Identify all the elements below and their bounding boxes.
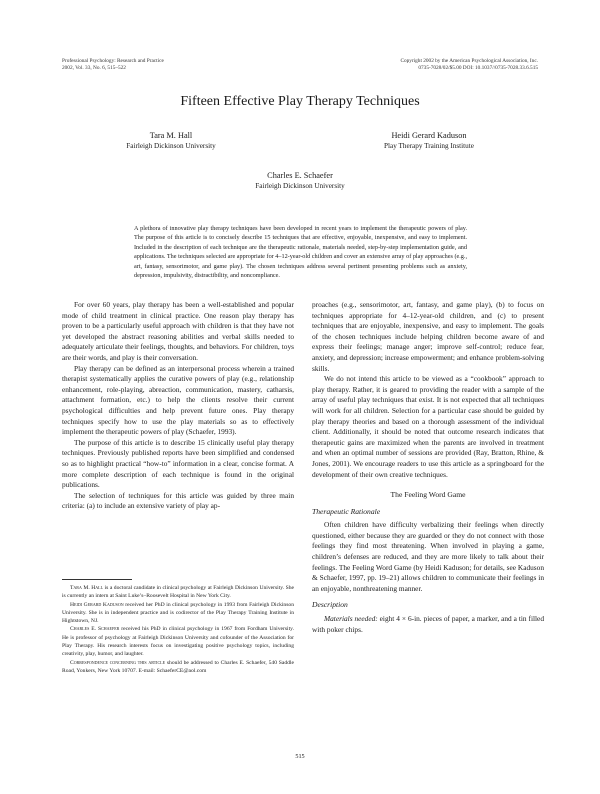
copyright-line: Copyright 2002 by the American Psychological Association, Inc. [400,58,538,64]
footnote-text: is a doctoral candidate in clinical psychology at Fairleigh Dickinson University. She is currently an intern at Saint Luke’s–Roosevelt Hospital in New York City. [62,585,295,600]
author-affiliation: Fairleigh Dickinson University [126,142,216,150]
right-column [312,300,544,635]
author-affiliation: Fairleigh Dickinson University [255,182,345,190]
abstract: A plethora of innovative play therapy techniques have been developed in recent years to implement the therapeutic powers of play. The purpose of this article is to concisely describe 15 techniques that are effective, enjoyable, inexpensive, and easy to implement. Included in the description of each technique are the therapeutic rationale, materials needed, step-by-step implementation guide, and applications. The techniques selected are appropriate for 4–12-year-old children and cover an extensive array of play approaches (e.g., art, fantasy, sensorimotor, and game play). The chosen techniques address several pertinent presenting problems such as anxiety, depression, impulsivity, distractibility, and noncompliance. [134,225,467,280]
materials-text: eight 4 × 6-in. pieces of paper, a marker, and a tin filled with poker chips. [312,614,544,634]
author-block-3 [215,171,385,191]
body-paragraph: Play therapy can be defined as an interpersonal process wherein a trained therapist systematically applies the curative powers of play (e.g., relationship enhancement, role-playing, abreaction, communication, mastery, catharsis, attachment formation, etc.) to help the clients resolve their current psychological difficulties and help prevent future ones. Play therapy techniques specify how to use the play materials so as to effectively implement the therapeutic powers of play (Schaefer, 1993). [62,363,294,437]
article-title: Fifteen Effective Play Therapy Techniques [180,94,420,109]
author-affiliation: Play Therapy Training Institute [384,142,474,150]
subsection-heading: Therapeutic Rationale [312,506,381,516]
footnote [62,625,294,658]
footnote-name: Charles E. Schaefer [70,626,120,633]
materials-label: Materials needed: [324,614,378,624]
author-block-2 [344,131,514,151]
author-name: Heidi Gerard Kaduson [391,131,467,140]
author-name: Charles E. Schaefer [267,171,333,180]
footnote-text: received her PhD in clinical psychology in 1993 from Fairleigh Dickinson University. She is in independent practice and is codirector of the Play Therapy Training Institute in Hightstown, NJ. [62,601,294,625]
footnote [62,659,294,676]
body-paragraph: We do not intend this article to be viewed as a “cookbook” approach to play therapy. Rather, it is geared to providing the reader with a sample of the array of useful play techniques that exist. It is not expected that all techniques will work for all children. Selection for a particular case should be guided by play therapy theories and based on a thorough assessment of the individual client. Additionally, it should be noted that outcome research indicates that therapeutic gains are maximized when the parents are involved in treatment and when an optimal number of sessions are provided (Ray, Bratton, Rhine, & Jones, 2001). We encourage readers to use this article as a springboard for the development of their own creative techniques. [312,374,544,479]
footnote [62,584,294,601]
footnote-name: Heidi Gerard Kaduson [70,601,124,608]
footnote-name: Tara M. Hall [70,585,104,591]
body-paragraph: For over 60 years, play therapy has been a well-established and popular mode of child treatment in clinical practice. One reason play therapy has proven to be a particularly useful approach with children is that they have not yet developed the abstract reasoning abilities and verbal skills needed to adequately articulate their feelings, thoughts, and behaviors. For children, toys are their words, and play is their conversation. [62,300,294,362]
author-name: Tara M. Hall [149,131,193,140]
journal-volume: 2002, Vol. 33, No. 6, 515–522 [62,65,126,71]
body-paragraph: proaches (e.g., sensorimotor, art, fantasy, and game play), (b) to focus on techniques appropriate for 4–12-year-old children, and (c) to present techniques that are enjoyable, inexpensive, and easy to implement. The goals of the chosen techniques include helping children become aware of and express their feelings; manage anger; improve self-control; reduce fear, anxiety, and depression; increase empowerment; and enhance problem-solving skills. [312,300,544,373]
page-number: 515 [295,753,305,760]
left-column [62,300,294,512]
footnote-rule [62,579,132,580]
body-paragraph: Often children have difficulty verbalizing their feelings when directly questioned, either because they are guarded or they do not connect with those feelings they find most threatening. When involved in playing a game, children’s defenses are reduced, and they are more likely to talk about their feelings. The Feeling Word Game (by Heidi Kaduson; for details, see Kaduson & Schaefer, 1997, pp. 19–21) allows children to communicate their feelings in an enjoyable, nonthreatening manner. [312,520,544,593]
body-paragraph: The purpose of this article is to describe 15 clinically useful play therapy techniques. Previously published reports have been simplified and condensed so as to highlight practical “how-to” information in a clear, concise format. A more complete description of each technique is found in the original publications. [62,437,294,490]
author-block-1 [86,131,256,151]
body-paragraph: The selection of techniques for this article was guided by three main criteria: (a) to include an extensive variety of play ap- [62,490,294,511]
journal-header-left [62,58,164,72]
subsection-heading: Description [312,600,348,610]
footnote-text: received his PhD in clinical psychology in 1967 from Fordham University. He is professor of psychology at Fairleigh Dickinson University and cofounder of the Association for Play Therapy. His research interests focus on investigating positive psychology topics, including creativity, play, humor, and laughter. [62,626,294,658]
author-footnotes [62,584,294,675]
footnote [62,601,294,626]
section-heading: The Feeling Word Game [390,490,466,500]
footnote-text: should be addressed to Charles E. Schaefer, 540 Saddle Road, Yonkers, New York 10707. E-mail: SchaeferCE@aol.com [62,659,294,674]
journal-header-right [400,58,538,72]
doi-line: 0735-7028/02/$5.00 DOI: 10.1037//0735-7028.33.6.515 [418,65,538,71]
journal-name: Professional Psychology: Research and Practice [62,58,164,64]
body-paragraph [312,614,544,635]
footnote-name: Correspondence concerning this article [70,659,166,666]
